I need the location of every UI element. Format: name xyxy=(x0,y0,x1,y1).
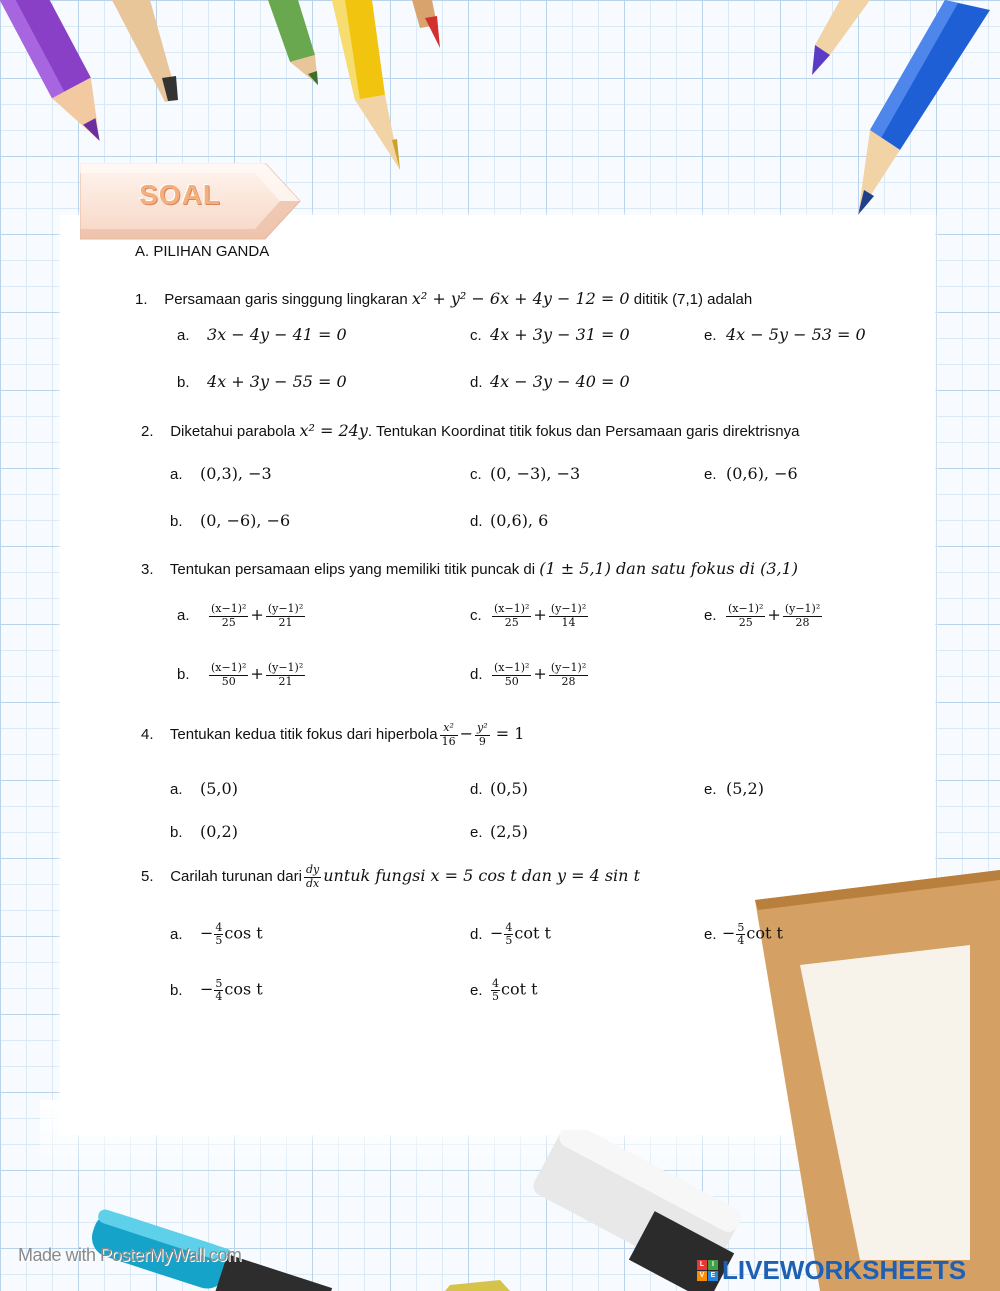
q3-option-c[interactable] xyxy=(470,603,590,629)
green-pencil xyxy=(268,0,318,85)
liveworksheets-logo[interactable] xyxy=(697,1253,966,1287)
frac-num: (y−1)² xyxy=(267,661,304,674)
q3-option-d[interactable] xyxy=(470,662,590,688)
purple-pencil xyxy=(0,0,119,151)
q2-option-d[interactable] xyxy=(470,511,548,530)
frac-den: 5 xyxy=(505,934,513,948)
q4-option-e2[interactable] xyxy=(470,822,528,841)
option-label: a. xyxy=(177,607,190,625)
option-label: b. xyxy=(170,513,183,530)
fraction-x xyxy=(726,603,765,629)
cube-letter: I xyxy=(708,1260,718,1270)
fraction-y xyxy=(266,662,305,688)
option-label: b. xyxy=(170,824,183,841)
q3-option-a[interactable] xyxy=(177,603,307,629)
minus-sign: − xyxy=(722,923,736,943)
minus-sign: − xyxy=(490,923,504,943)
question-text: Persamaan garis singgung lingkaran xyxy=(164,291,408,308)
frac-num: 5 xyxy=(215,977,223,990)
frac-den: 21 xyxy=(278,615,293,629)
question-text: Tentukan persamaan elips yang memiliki titik puncak di xyxy=(169,561,536,578)
frac-num: 4 xyxy=(492,977,499,990)
fraction-dy-dx xyxy=(304,864,321,890)
option-value: (0, −6), −6 xyxy=(200,511,291,530)
minus-sign: − xyxy=(200,979,214,999)
option-label: a. xyxy=(170,466,183,483)
option-value: 4x − 3y − 40 = 0 xyxy=(490,372,630,391)
question-math-after: untuk fungsi x = 5 cos t dan y = 4 sin t xyxy=(323,866,640,886)
frac-den: 14 xyxy=(561,615,576,629)
option-value: (0, −3), −3 xyxy=(490,464,581,483)
fraction-y xyxy=(549,662,588,688)
logo-cubes-icon xyxy=(697,1260,718,1281)
q2-option-e[interactable] xyxy=(704,464,798,483)
trig-fn: cot t xyxy=(514,923,551,943)
plus-sign: + xyxy=(250,664,264,684)
frac-den: 16 xyxy=(441,734,456,748)
trig-fn: cot t xyxy=(501,979,538,999)
fraction xyxy=(214,922,223,947)
fraction-y xyxy=(266,603,305,629)
fraction-x2-16 xyxy=(440,722,458,748)
question-math: x² + y² − 6x + 4y − 12 = 0 xyxy=(411,289,630,308)
q1-option-d[interactable] xyxy=(470,372,630,391)
frac-num: (y−1)² xyxy=(267,602,304,615)
fraction-x xyxy=(492,603,531,629)
q5-option-e2[interactable] xyxy=(470,978,538,1003)
question-text: Carilah turunan dari xyxy=(170,868,302,886)
cube-letter: L xyxy=(697,1260,707,1270)
option-label: c. xyxy=(470,327,482,344)
frac-num: 4 xyxy=(505,921,513,934)
fraction xyxy=(214,978,223,1003)
q2-option-a[interactable] xyxy=(170,464,272,483)
trig-fn: cos t xyxy=(224,979,263,999)
option-label: e. xyxy=(704,327,717,344)
q3-option-b[interactable] xyxy=(177,662,307,688)
logo-text: LIVEWORKSHEETS xyxy=(722,1254,967,1285)
option-label: c. xyxy=(470,607,482,625)
frac-den: 21 xyxy=(278,674,293,688)
option-label: c. xyxy=(470,466,482,483)
frac-den: 28 xyxy=(561,674,576,688)
frac-den: 25 xyxy=(221,615,236,629)
postermywall-watermark: Made with PosterMyWall.com xyxy=(18,1245,242,1265)
frac-num: (x−1)² xyxy=(494,661,530,674)
frac-den: 4 xyxy=(215,990,223,1004)
option-value: 4x + 3y − 31 = 0 xyxy=(490,325,630,344)
option-label: e. xyxy=(704,925,717,943)
frac-num: y² xyxy=(477,721,488,734)
q3-option-e[interactable] xyxy=(704,603,824,629)
frac-den: 28 xyxy=(795,615,810,629)
frac-den: 25 xyxy=(504,615,519,629)
option-value: 3x − 4y − 41 = 0 xyxy=(207,325,347,344)
question-text: Diketahui parabola xyxy=(170,423,296,440)
option-label: d. xyxy=(470,513,483,530)
q4-option-b[interactable] xyxy=(170,822,238,841)
option-value: (0,5) xyxy=(490,779,528,798)
q1-option-e[interactable] xyxy=(704,325,866,344)
question-text-after: dititik (7,1) adalah xyxy=(633,291,753,308)
option-label: e. xyxy=(704,607,717,625)
frac-num: (x−1)² xyxy=(494,602,530,615)
question-math: (1 ± 5,1) dan satu fokus di (3,1) xyxy=(539,559,799,578)
fraction-x xyxy=(209,662,248,688)
question-math: x² = 24y xyxy=(299,421,368,440)
frac-den: dx xyxy=(305,876,320,890)
question-number: 1. xyxy=(135,291,148,308)
option-value: 4x − 5y − 53 = 0 xyxy=(726,325,866,344)
frac-den: 25 xyxy=(738,615,753,629)
frac-num: 4 xyxy=(215,921,223,934)
option-value: (0,6), 6 xyxy=(490,511,549,530)
question-text: Tentukan kedua titik fokus dari hiperbola xyxy=(169,726,438,744)
option-label: d. xyxy=(470,374,483,391)
question-number: 3. xyxy=(141,561,154,578)
q1-option-c[interactable] xyxy=(470,325,630,344)
trig-fn: cos t xyxy=(224,923,263,943)
q1-option-b[interactable] xyxy=(177,372,347,391)
question-5 xyxy=(141,864,640,890)
frac-num: dy xyxy=(305,863,320,876)
option-label: a. xyxy=(170,781,183,798)
q5-option-d[interactable] xyxy=(470,922,551,947)
eraser-marker-decoration xyxy=(90,1130,790,1291)
banner-title: SOAL xyxy=(139,179,221,210)
q4-option-a[interactable] xyxy=(170,779,238,798)
fraction xyxy=(491,978,500,1003)
plus-sign: + xyxy=(533,605,547,625)
plus-sign: + xyxy=(533,664,547,684)
option-label: d. xyxy=(470,781,483,798)
question-number: 2. xyxy=(141,423,154,440)
frac-den: 5 xyxy=(492,990,499,1004)
fraction-x xyxy=(492,662,531,688)
minus-sign: − xyxy=(459,724,473,744)
question-2 xyxy=(141,421,800,440)
question-text-after: . Tentukan Koordinat titik fokus dan Persamaan garis direktrisnya xyxy=(367,423,800,440)
option-label: d. xyxy=(470,666,483,684)
question-3 xyxy=(141,559,798,578)
plus-sign: + xyxy=(767,605,781,625)
q4-option-e[interactable] xyxy=(704,779,764,798)
frac-den: 4 xyxy=(737,934,745,948)
fraction-y xyxy=(549,603,588,629)
frac-num: (x−1)² xyxy=(728,602,764,615)
fraction-y xyxy=(783,603,822,629)
option-value: (5,2) xyxy=(726,779,764,798)
fraction-x xyxy=(209,603,248,629)
q5-option-b[interactable] xyxy=(170,978,263,1003)
question-number: 4. xyxy=(141,726,154,744)
q5-option-a[interactable] xyxy=(170,922,263,947)
option-value: (0,6), −6 xyxy=(726,464,798,483)
frac-num: x² xyxy=(440,722,458,736)
frac-den: 50 xyxy=(504,674,519,688)
frac-num: 5 xyxy=(737,921,745,934)
soal-banner xyxy=(80,163,300,241)
q2-option-b[interactable] xyxy=(170,511,290,530)
option-value: (5,0) xyxy=(200,779,238,798)
frac-num: (x−1)² xyxy=(211,602,247,615)
fraction-y2-9 xyxy=(475,722,490,748)
question-4 xyxy=(141,722,524,748)
plus-sign: + xyxy=(250,605,264,625)
fraction xyxy=(736,922,745,947)
q2-option-c[interactable] xyxy=(470,464,580,483)
violet-pencil xyxy=(812,0,870,75)
cube-letter: E xyxy=(708,1271,718,1281)
yellow-pencil xyxy=(332,0,400,170)
q5-option-e[interactable] xyxy=(704,922,783,947)
red-pencil xyxy=(412,0,440,48)
option-value: (2,5) xyxy=(490,822,528,841)
blue-pencil xyxy=(858,0,990,215)
question-math-after: = 1 xyxy=(495,724,525,744)
frac-num: (y−1)² xyxy=(550,661,587,674)
frac-num: (y−1)² xyxy=(550,602,587,615)
option-label: b. xyxy=(177,374,190,391)
option-label: e. xyxy=(470,981,483,999)
fraction xyxy=(504,922,513,947)
option-value: 4x + 3y − 55 = 0 xyxy=(207,372,347,391)
option-value: (0,3), −3 xyxy=(200,464,272,483)
section-title: A. PILIHAN GANDA xyxy=(135,243,270,260)
option-value: (0,2) xyxy=(200,822,238,841)
frac-num: (y−1)² xyxy=(784,602,821,615)
frac-den: 9 xyxy=(478,734,486,748)
question-number: 5. xyxy=(141,868,154,886)
question-1 xyxy=(135,289,752,308)
q1-option-a[interactable] xyxy=(177,325,347,344)
option-label: e. xyxy=(470,824,483,841)
option-label: e. xyxy=(704,781,717,798)
option-label: a. xyxy=(170,925,183,943)
option-label: e. xyxy=(704,466,717,483)
option-label: a. xyxy=(177,327,190,344)
trig-fn: cot t xyxy=(746,923,783,943)
q4-option-d[interactable] xyxy=(470,779,528,798)
option-label: b. xyxy=(177,666,190,684)
minus-sign: − xyxy=(200,923,214,943)
frac-den: 5 xyxy=(215,934,223,948)
cube-letter: V xyxy=(697,1271,707,1281)
frac-den: 50 xyxy=(221,674,236,688)
frac-num: (x−1)² xyxy=(211,661,247,674)
option-label: d. xyxy=(470,925,483,943)
option-label: b. xyxy=(170,981,183,999)
